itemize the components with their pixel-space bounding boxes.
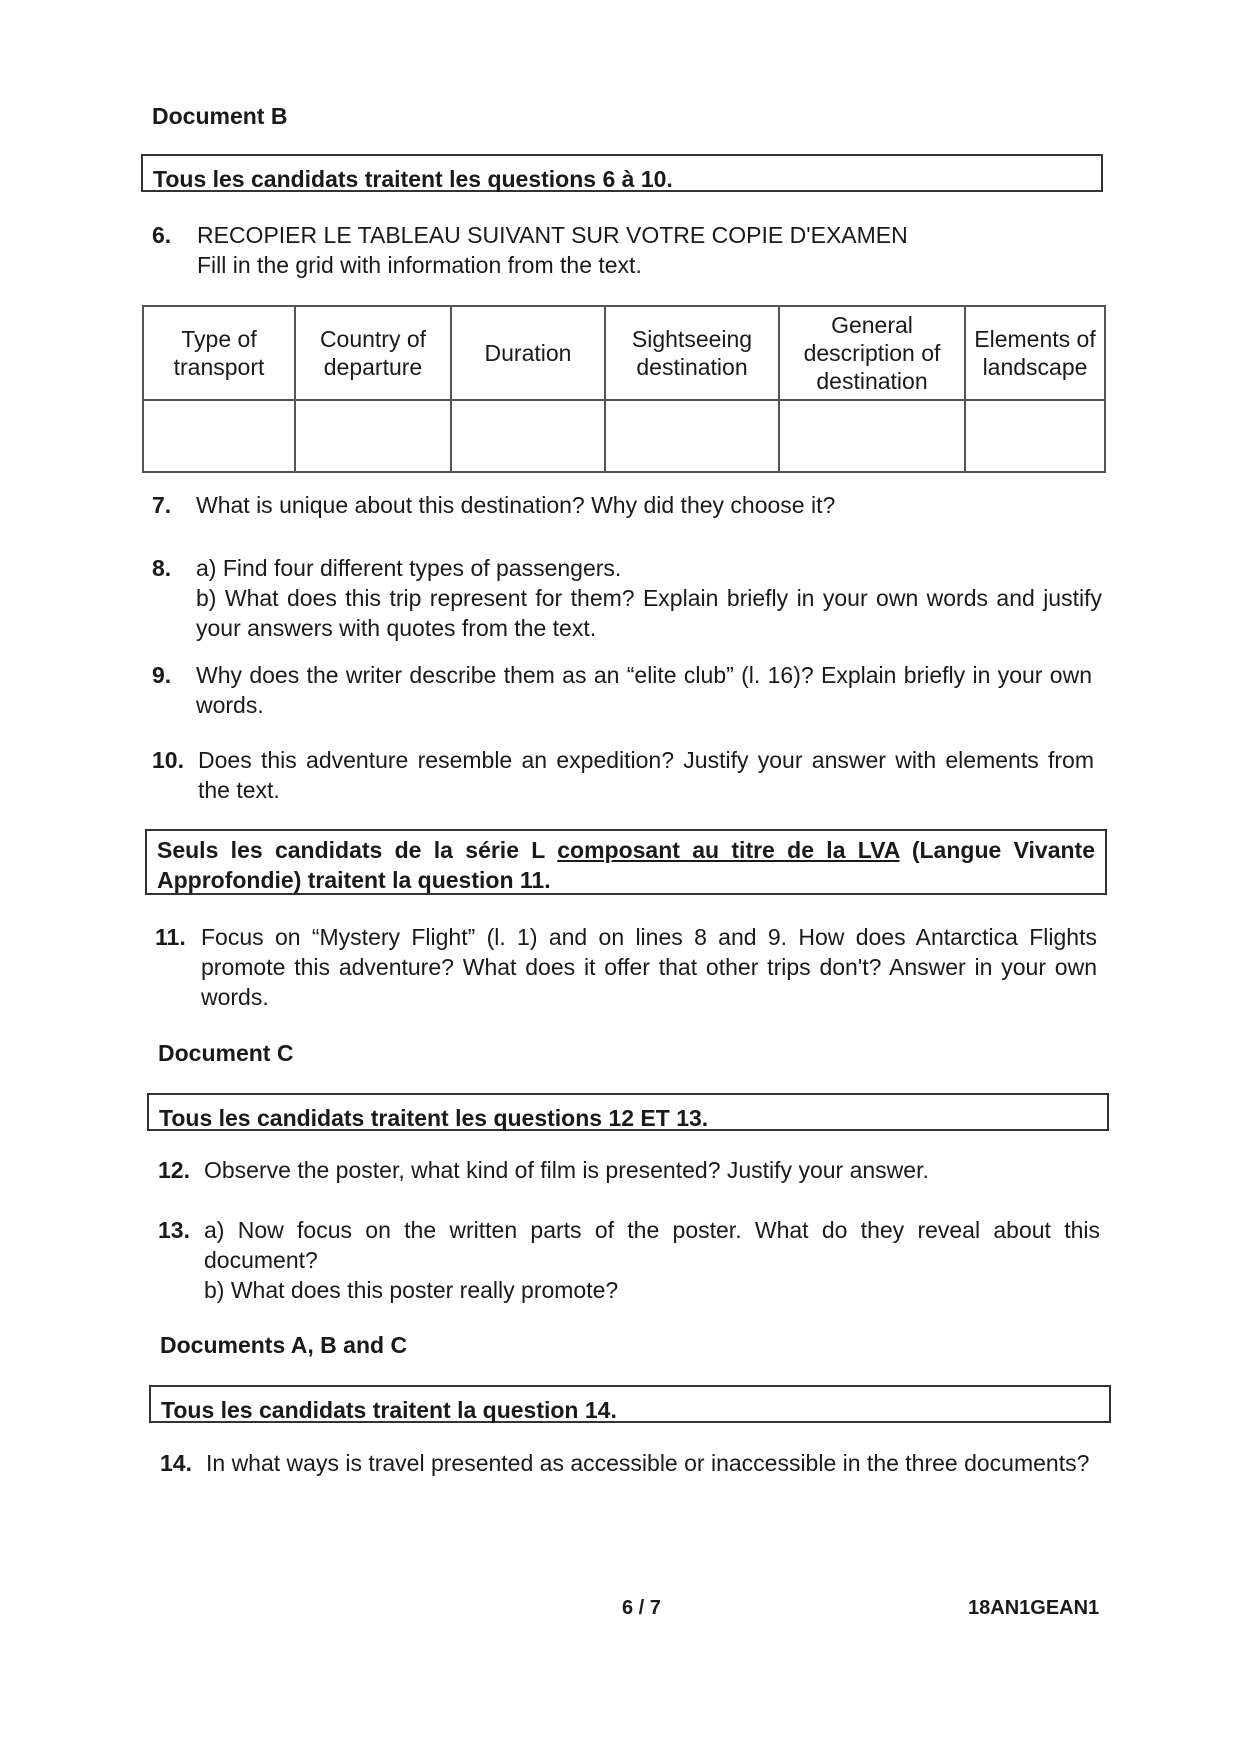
question-13-part-a: a) Now focus on the written parts of the poster. What do they reveal about this document? [204, 1217, 1100, 1273]
grid-header-cell: Duration [451, 306, 605, 400]
grid-empty-cell [295, 400, 451, 472]
document-b-heading: Document B [152, 103, 288, 129]
question-number: 8. [152, 555, 172, 581]
page-number: 6 / 7 [622, 1597, 661, 1619]
document-c-heading: Document C [158, 1040, 294, 1066]
question-7 [152, 490, 1102, 520]
document-c-instruction-box: Tous les candidats traitent les questions 12 ET 13. [147, 1093, 1109, 1131]
question-number: 7. [152, 492, 172, 518]
question-10 [152, 745, 1094, 805]
question-8 [152, 553, 1102, 643]
question-6-instruction: RECOPIER LE TABLEAU SUIVANT SUR VOTRE COPIE D'EXAMEN [197, 222, 908, 248]
lva-instruction-underlined: composant au titre de la LVA [557, 837, 900, 863]
question-number: 10. [152, 747, 184, 773]
fill-in-grid [142, 305, 1106, 473]
question-number: 6. [152, 222, 172, 248]
question-number: 12. [158, 1157, 190, 1183]
grid-header-row [143, 306, 1105, 400]
grid-empty-cell [451, 400, 605, 472]
documents-abc-heading: Documents A, B and C [160, 1332, 408, 1358]
question-text: Does this adventure resemble an expedition? Justify your answer with elements from the text. [198, 747, 1094, 803]
lva-instruction-prefix: Seuls les candidats de la série L [157, 837, 558, 863]
grid-header-cell: Sightseeing destination [605, 306, 779, 400]
grid-header-cell: Elements of landscape [965, 306, 1105, 400]
grid-empty-cell [605, 400, 779, 472]
lva-instruction-suffix: (Langue Vivante Approfondie) traitent la question 11. [157, 837, 1095, 893]
grid-header-cell: General description of destination [779, 306, 965, 400]
question-14 [160, 1448, 1100, 1478]
question-6-subtitle: Fill in the grid with information from the text. [197, 252, 642, 278]
grid-empty-cell [779, 400, 965, 472]
question-13 [158, 1215, 1100, 1305]
question-text: What is unique about this destination? Why did they choose it? [196, 492, 836, 518]
question-8-part-b: b) What does this trip represent for them? Explain briefly in your own words and justify your answers with quotes from the text. [196, 585, 1102, 641]
documents-abc-instruction-box: Tous les candidats traitent la question 14. [149, 1385, 1111, 1423]
question-6 [152, 220, 1052, 280]
question-13-part-b: b) What does this poster really promote? [204, 1277, 619, 1303]
question-text: Observe the poster, what kind of film is presented? Justify your answer. [204, 1157, 929, 1183]
question-number: 14. [160, 1450, 192, 1476]
question-text: Focus on “Mystery Flight” (l. 1) and on lines 8 and 9. How does Antarctica Flights promote this adventure? What does it offer that other trips don't? Answer in your own words. [201, 924, 1097, 1010]
question-text: Why does the writer describe them as an “elite club” (l. 16)? Explain briefly in your own words. [196, 662, 1092, 718]
grid-header-cell: Type of transport [143, 306, 295, 400]
lva-instruction-box [145, 829, 1107, 895]
grid-empty-cell [143, 400, 295, 472]
grid-empty-cell [965, 400, 1105, 472]
question-number: 13. [158, 1217, 190, 1243]
document-b-instruction-box: Tous les candidats traitent les questions 6 à 10. [141, 154, 1103, 192]
question-number: 11. [155, 924, 186, 950]
exam-code: 18AN1GEAN1 [968, 1597, 1100, 1619]
grid-header-cell: Country of departure [295, 306, 451, 400]
question-number: 9. [152, 662, 172, 688]
question-text: In what ways is travel presented as accessible or inaccessible in the three documents? [206, 1450, 1090, 1476]
question-12 [158, 1155, 1100, 1185]
question-11 [155, 922, 1097, 1012]
question-9 [152, 660, 1092, 720]
grid-empty-row [143, 400, 1105, 472]
question-8-part-a: a) Find four different types of passengers. [196, 555, 622, 581]
